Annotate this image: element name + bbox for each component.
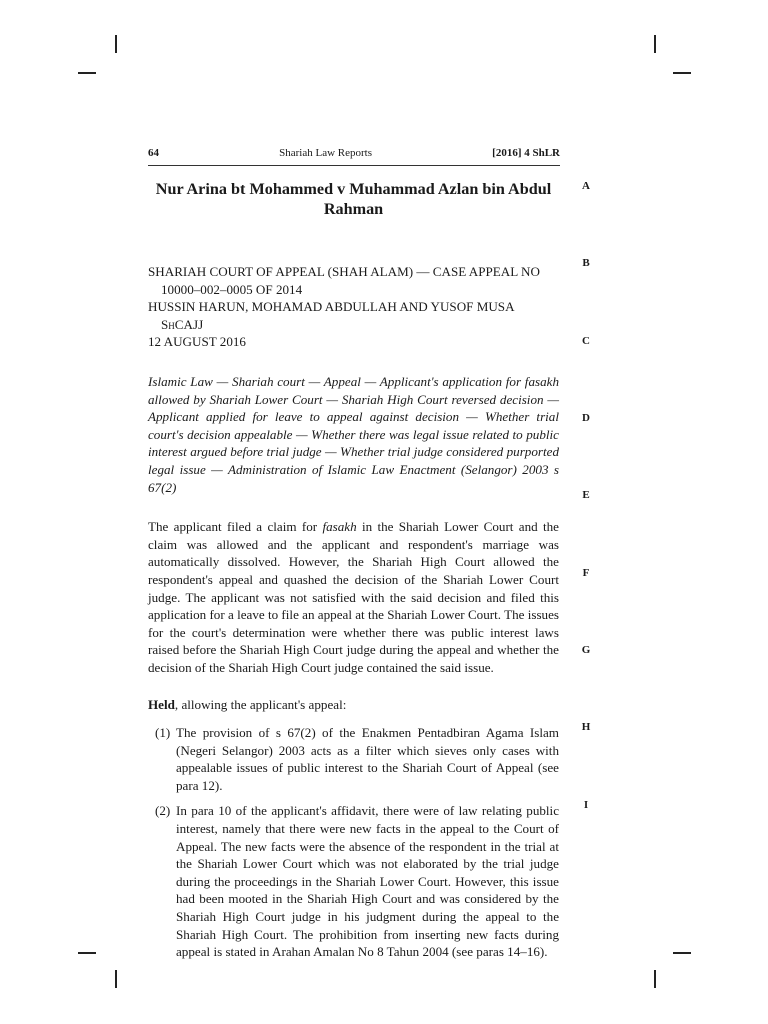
case-title: Nur Arina bt Mohammed v Muhammad Azlan bin Abdul Rahman [155, 180, 552, 218]
summary-part-1: The applicant filed a claim for [148, 519, 323, 535]
margin-letter: G [581, 644, 591, 656]
crop-mark [115, 970, 117, 988]
held-list [148, 724, 559, 961]
held-item-text: In para 10 of the applicant's affidavit, there were of law relating public interest, namely that there were new facts in the appeal to the Court of Appeal. The new facts were the absence of the respondent in the trial at the Shariah Lower Court which was not elaborated by the trial judge during the proceedings in the Shariah Lower Court. However, this issue had been mooted in the Shariah High Court and was considered by the Shariah High Court judge in his judgment during the appeal to the Shariah High Court. The prohibition from inserting new facts during appeal is stated in Arahan Amalan No 8 Tahun 2004 (see paras 14–16). [176, 803, 559, 960]
journal-name: Shariah Law Reports [279, 147, 373, 159]
judges-title: ShCAJJ [161, 316, 204, 332]
margin-letter: F [582, 567, 590, 579]
page-number: 64 [148, 147, 159, 159]
held-intro-text: , allowing the applicant's appeal: [174, 697, 347, 713]
held-item-number: (1) [155, 725, 171, 741]
margin-letter: E [582, 489, 590, 501]
crop-mark [78, 72, 96, 74]
margin-letter: C [582, 335, 590, 347]
held-intro [148, 696, 559, 714]
margin-letter: I [583, 799, 589, 811]
crop-mark [673, 952, 691, 954]
held-item [148, 802, 559, 960]
held-item-number: (2) [155, 803, 171, 819]
crop-mark [115, 35, 117, 53]
margin-letter: B [582, 257, 590, 269]
decision-date: 12 AUGUST 2016 [148, 334, 246, 350]
crop-mark [78, 952, 96, 954]
summary-part-2: in the Shariah Lower Court and the claim was allowed and the applicant and respondent's marriage was automatically dissolved. However, the Shariah High Court allowed the respondent's appeal and quashed the decision of the Shariah Lower Court judge. The applicant was not satisfied with the said decision and filed this application for a leave to file an appeal at the Shariah Lower Court. The issues for the court's determination were whether there was public interest laws raised before the Shariah High Court judge during the appeal and whether the decision of the Shariah High Court judge contained the said issue. [148, 519, 559, 675]
case-number: 10000–002–0005 OF 2014 [161, 281, 303, 297]
crop-mark [654, 35, 656, 53]
held-label: Held [148, 697, 175, 713]
catchwords: Islamic Law — Shariah court — Appeal — Applicant's application for fasakh allowed by Shariah Lower Court — Shariah High Court reversed decision — Applicant applied for leave to appeal against decision — Whether trial court's decision appealable — Whether there was legal issue related to public interest argued before trial judge — Whether trial judge considered purported legal issue — Administration of Islamic Law Enactment (Selangor) 2003 s 67(2) [148, 373, 559, 495]
judges-line: HUSSIN HARUN, MOHAMAD ABDULLAH AND YUSOF MUSA [148, 299, 515, 315]
summary-fasakh-term: fasakh [322, 519, 357, 535]
court-line: SHARIAH COURT OF APPEAL (SHAH ALAM) — CASE APPEAL NO [148, 264, 540, 279]
crop-mark [673, 72, 691, 74]
header-rule [148, 165, 560, 166]
court-info [148, 263, 559, 351]
margin-letter: A [582, 180, 590, 192]
case-summary [148, 518, 559, 676]
citation: [2016] 4 ShLR [492, 147, 560, 159]
running-header [148, 147, 560, 159]
held-item-text: The provision of s 67(2) of the Enakmen Pentadbiran Agama Islam (Negeri Selangor) 2003 acts as a filter which sieves only cases with appealable issues of public interest to the Shariah Court of Appeal (see para 12). [176, 725, 559, 793]
crop-mark [654, 970, 656, 988]
margin-letter: H [581, 721, 591, 733]
margin-letter: D [582, 412, 590, 424]
page-body [148, 179, 559, 969]
held-item [148, 724, 559, 794]
